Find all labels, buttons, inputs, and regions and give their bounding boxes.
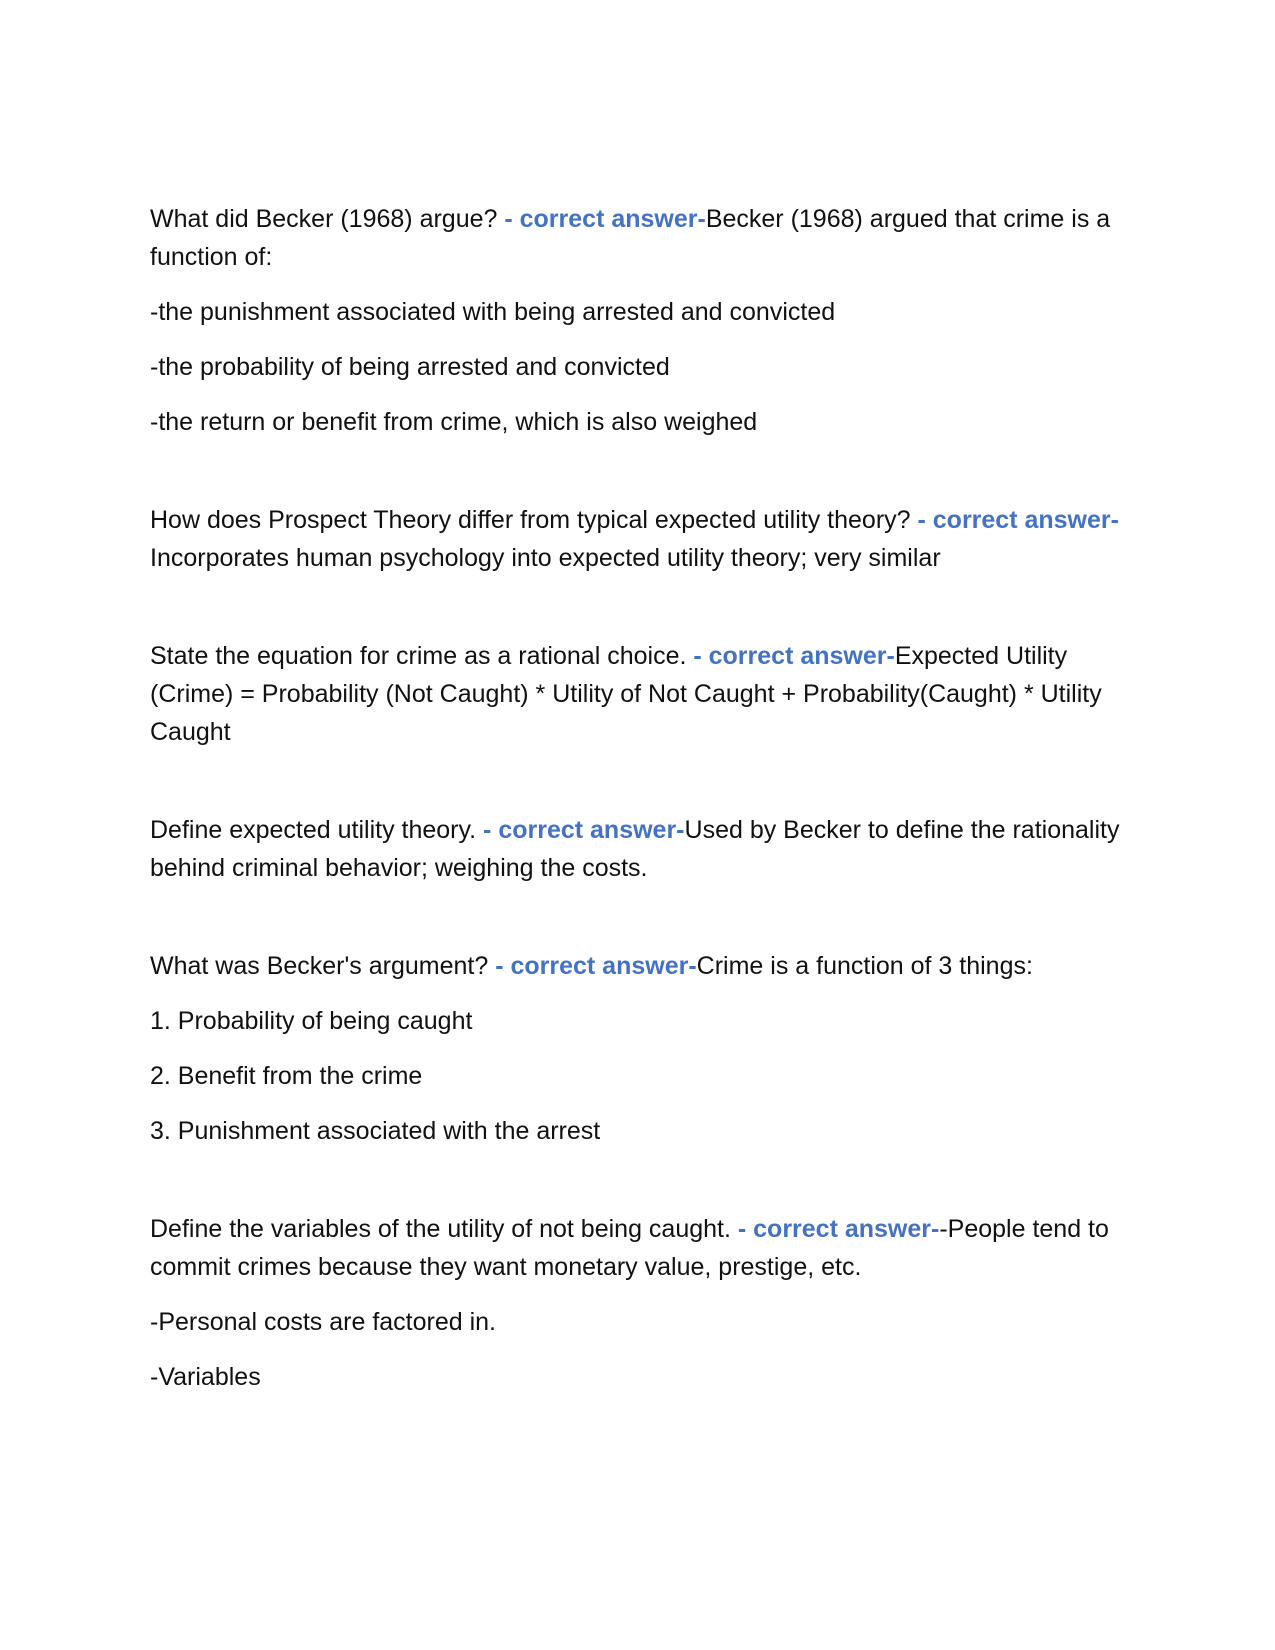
answer-list-item: 2. Benefit from the crime <box>150 1062 423 1090</box>
answer-list-item: -the return or benefit from crime, which is also weighed <box>150 408 758 436</box>
qa-main-line <box>150 200 1125 276</box>
qa-item-6 <box>150 1210 1125 1396</box>
question-text: How does Prospect Theory differ from typical expected utility theory? <box>150 506 918 534</box>
correct-answer-marker: - correct answer- <box>495 952 697 980</box>
qa-main-line <box>150 637 1125 751</box>
answer-list-item: 1. Probability of being caught <box>150 1007 473 1035</box>
qa-item-5 <box>150 947 1125 1150</box>
question-text: State the equation for crime as a rational choice. <box>150 642 694 670</box>
qa-main-line <box>150 1210 1125 1286</box>
question-text: What did Becker (1968) argue? <box>150 205 505 233</box>
correct-answer-marker: - correct answer- <box>504 205 706 233</box>
answer-text: Crime is a function of 3 things: <box>696 952 1033 980</box>
correct-answer-marker: - correct answer- <box>737 1215 940 1243</box>
qa-item-3 <box>150 637 1125 751</box>
answer-text: Incorporates human psychology into expected utility theory; very similar <box>150 544 941 572</box>
question-text: Define expected utility theory. <box>150 816 484 844</box>
answer-list-item: -Personal costs are factored in. <box>150 1308 496 1336</box>
answer-text: -People tend to commit crimes because they want monetary value, prestige, etc. <box>150 1215 1109 1281</box>
qa-item-4 <box>150 811 1125 887</box>
qa-main-line <box>150 811 1125 887</box>
answer-text: Becker (1968) argued that crime is a function of: <box>150 205 1111 271</box>
qa-item-1 <box>150 200 1125 441</box>
document-content <box>150 200 1125 1456</box>
answer-text: Expected Utility (Crime) = Probability (Not Caught) * Utility of Not Caught + Probability(Caught) * Utility Caught <box>150 642 1102 746</box>
question-text: What was Becker's argument? <box>150 952 496 980</box>
question-text: Define the variables of the utility of not being caught. <box>150 1215 738 1243</box>
correct-answer-marker: - correct answer- <box>917 506 1119 534</box>
qa-item-2 <box>150 501 1125 577</box>
answer-list-item: -Variables <box>150 1363 261 1391</box>
correct-answer-marker: - correct answer- <box>483 816 685 844</box>
answer-list-item: 3. Punishment associated with the arrest <box>150 1117 601 1145</box>
answer-text: Used by Becker to define the rationality behind criminal behavior; weighing the costs. <box>150 816 1120 882</box>
answer-list-item: -the punishment associated with being arrested and convicted <box>150 298 836 326</box>
qa-main-line <box>150 947 1125 985</box>
qa-main-line <box>150 501 1125 577</box>
answer-list-item: -the probability of being arrested and convicted <box>150 353 670 381</box>
correct-answer-marker: - correct answer- <box>693 642 895 670</box>
